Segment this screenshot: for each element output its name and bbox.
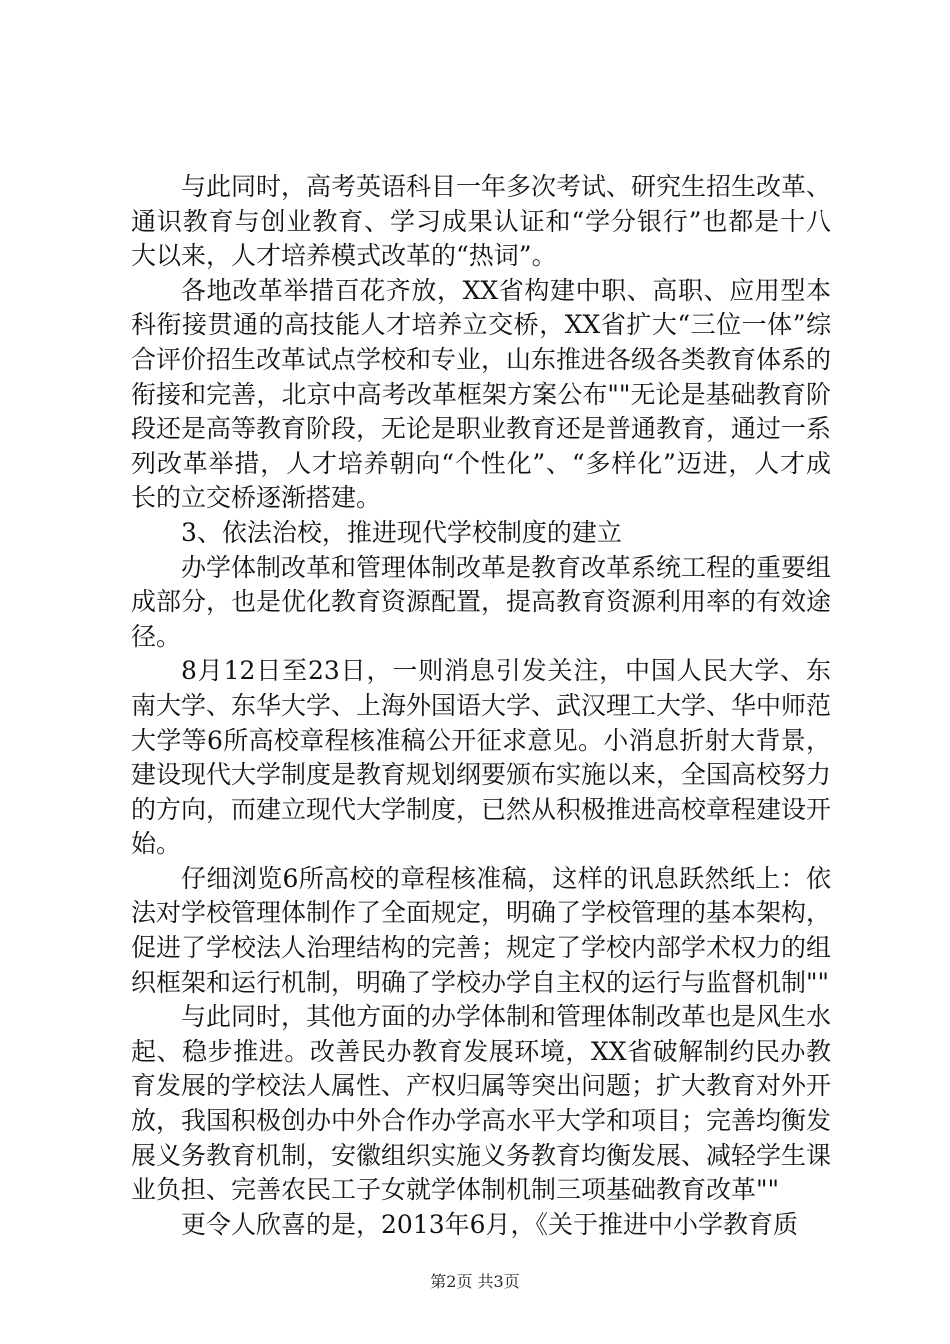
paragraph-1: 与此同时，高考英语科目一年多次考试、研究生招生改革、通识教育与创业教育、学习成果认证和“学分银行”也都是十八大以来，人才培养模式改革的“热词”。 xyxy=(131,172,832,271)
section-heading: 3、依法治校，推进现代学校制度的建立 xyxy=(181,517,622,547)
paragraph-6: 与此同时，其他方面的办学体制和管理体制改革也是风生水起、稳步推进。改善民办教育发展环境，XX省破解制约民办教育发展的学校法人属性、产权归属等突出问题；扩大教育对外开放，我国积极创办中外合作办学高水平大学和项目；完善均衡发展义务教育机制，安徽组织实施义务教育均衡发展、减轻学生课业负担、完善农民工子女就学体制机制三项基础教育改革"" xyxy=(131,1002,832,1205)
page-number-footer: 第2页 共3页 xyxy=(430,1272,520,1291)
paragraph-2: 各地改革举措百花齐放，XX省构建中职、高职、应用型本科衔接贯通的高技能人才培养立交桥，XX省扩大“三位一体”综合评价招生改革试点学校和专业，山东推进各级各类教育体系的衔接和完善，北京中高考改革框架方案公布""无论是基础教育阶段还是高等教育阶段，无论是职业教育还是普通教育，通过一系列改革举措，人才培养朝向“个性化”、“多样化”迈进，人才成长的立交桥逐渐搭建。 xyxy=(131,275,832,513)
paragraph-5: 仔细浏览6所高校的章程核准稿，这样的讯息跃然纸上：依法对学校管理体制作了全面规定，明确了学校管理的基本架构，促进了学校法人治理结构的完善；规定了学校内部学术权力的组织框架和运行机制，明确了学校办学自主权的运行与监督机制"" xyxy=(131,863,832,997)
document-body xyxy=(131,170,831,1242)
paragraph-4: 8月12日至23日，一则消息引发关注，中国人民大学、东南大学、东华大学、上海外国语大学、武汉理工大学、华中师范大学等6所高校章程核准稿公开征求意见。小消息折射大背景，建设现代大学制度是教育规划纲要颁布实施以来，全国高校努力的方向，而建立现代大学制度，已然从积极推进高校章程建设开始。 xyxy=(131,656,832,859)
paragraph-7: 更令人欣喜的是，2013年6月，《关于推进中小学教育质 xyxy=(181,1209,799,1239)
paragraph-3: 办学体制改革和管理体制改革是教育改革系统工程的重要组成部分，也是优化教育资源配置，提高教育资源利用率的有效途径。 xyxy=(131,552,832,651)
